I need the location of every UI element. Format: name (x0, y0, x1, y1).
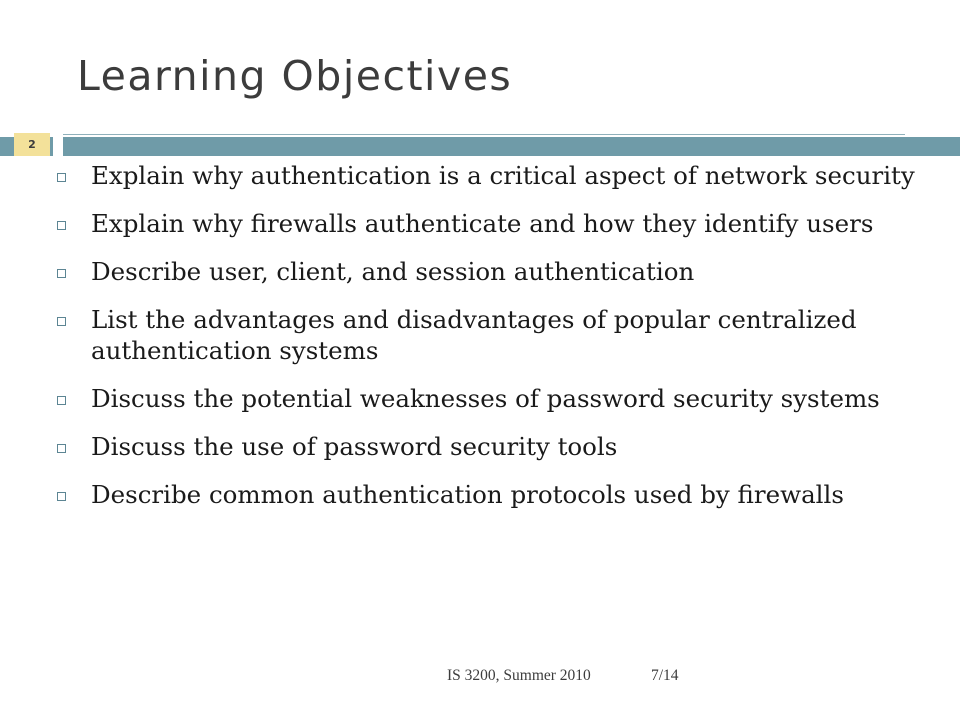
bullet-text: Describe user, client, and session authentication (91, 257, 695, 286)
hollow-square-icon (57, 444, 66, 453)
hollow-square-icon (57, 269, 66, 278)
title-divider-line (63, 134, 905, 135)
slide-title: Learning Objectives (77, 52, 513, 100)
footer-course: IS 3200, Summer 2010 (447, 667, 591, 684)
hollow-square-icon (57, 492, 66, 501)
accent-band (0, 137, 960, 156)
page-number-badge: 2 (14, 133, 50, 156)
bullet-text: List the advantages and disadvantages of popular centralized authentication systems (91, 305, 857, 365)
bullet-text: Discuss the use of password security tools (91, 432, 618, 461)
bullet-item (54, 208, 924, 239)
bullet-item (54, 256, 924, 287)
bullet-text: Discuss the potential weaknesses of password security systems (91, 384, 880, 413)
hollow-square-icon (57, 173, 66, 182)
bullet-item (54, 431, 924, 462)
footer-page-count: 7/14 (651, 667, 679, 684)
bullet-text: Explain why firewalls authenticate and how they identify users (91, 209, 874, 238)
hollow-square-icon (57, 221, 66, 230)
hollow-square-icon (57, 396, 66, 405)
bullet-list (54, 160, 924, 527)
bullet-item (54, 383, 924, 414)
bullet-text: Explain why authentication is a critical aspect of network security (91, 161, 915, 190)
bullet-item (54, 304, 924, 366)
bullet-item (54, 479, 924, 510)
bullet-item (54, 160, 924, 191)
accent-band-gap (53, 137, 63, 156)
hollow-square-icon (57, 317, 66, 326)
bullet-text: Describe common authentication protocols used by firewalls (91, 480, 844, 509)
